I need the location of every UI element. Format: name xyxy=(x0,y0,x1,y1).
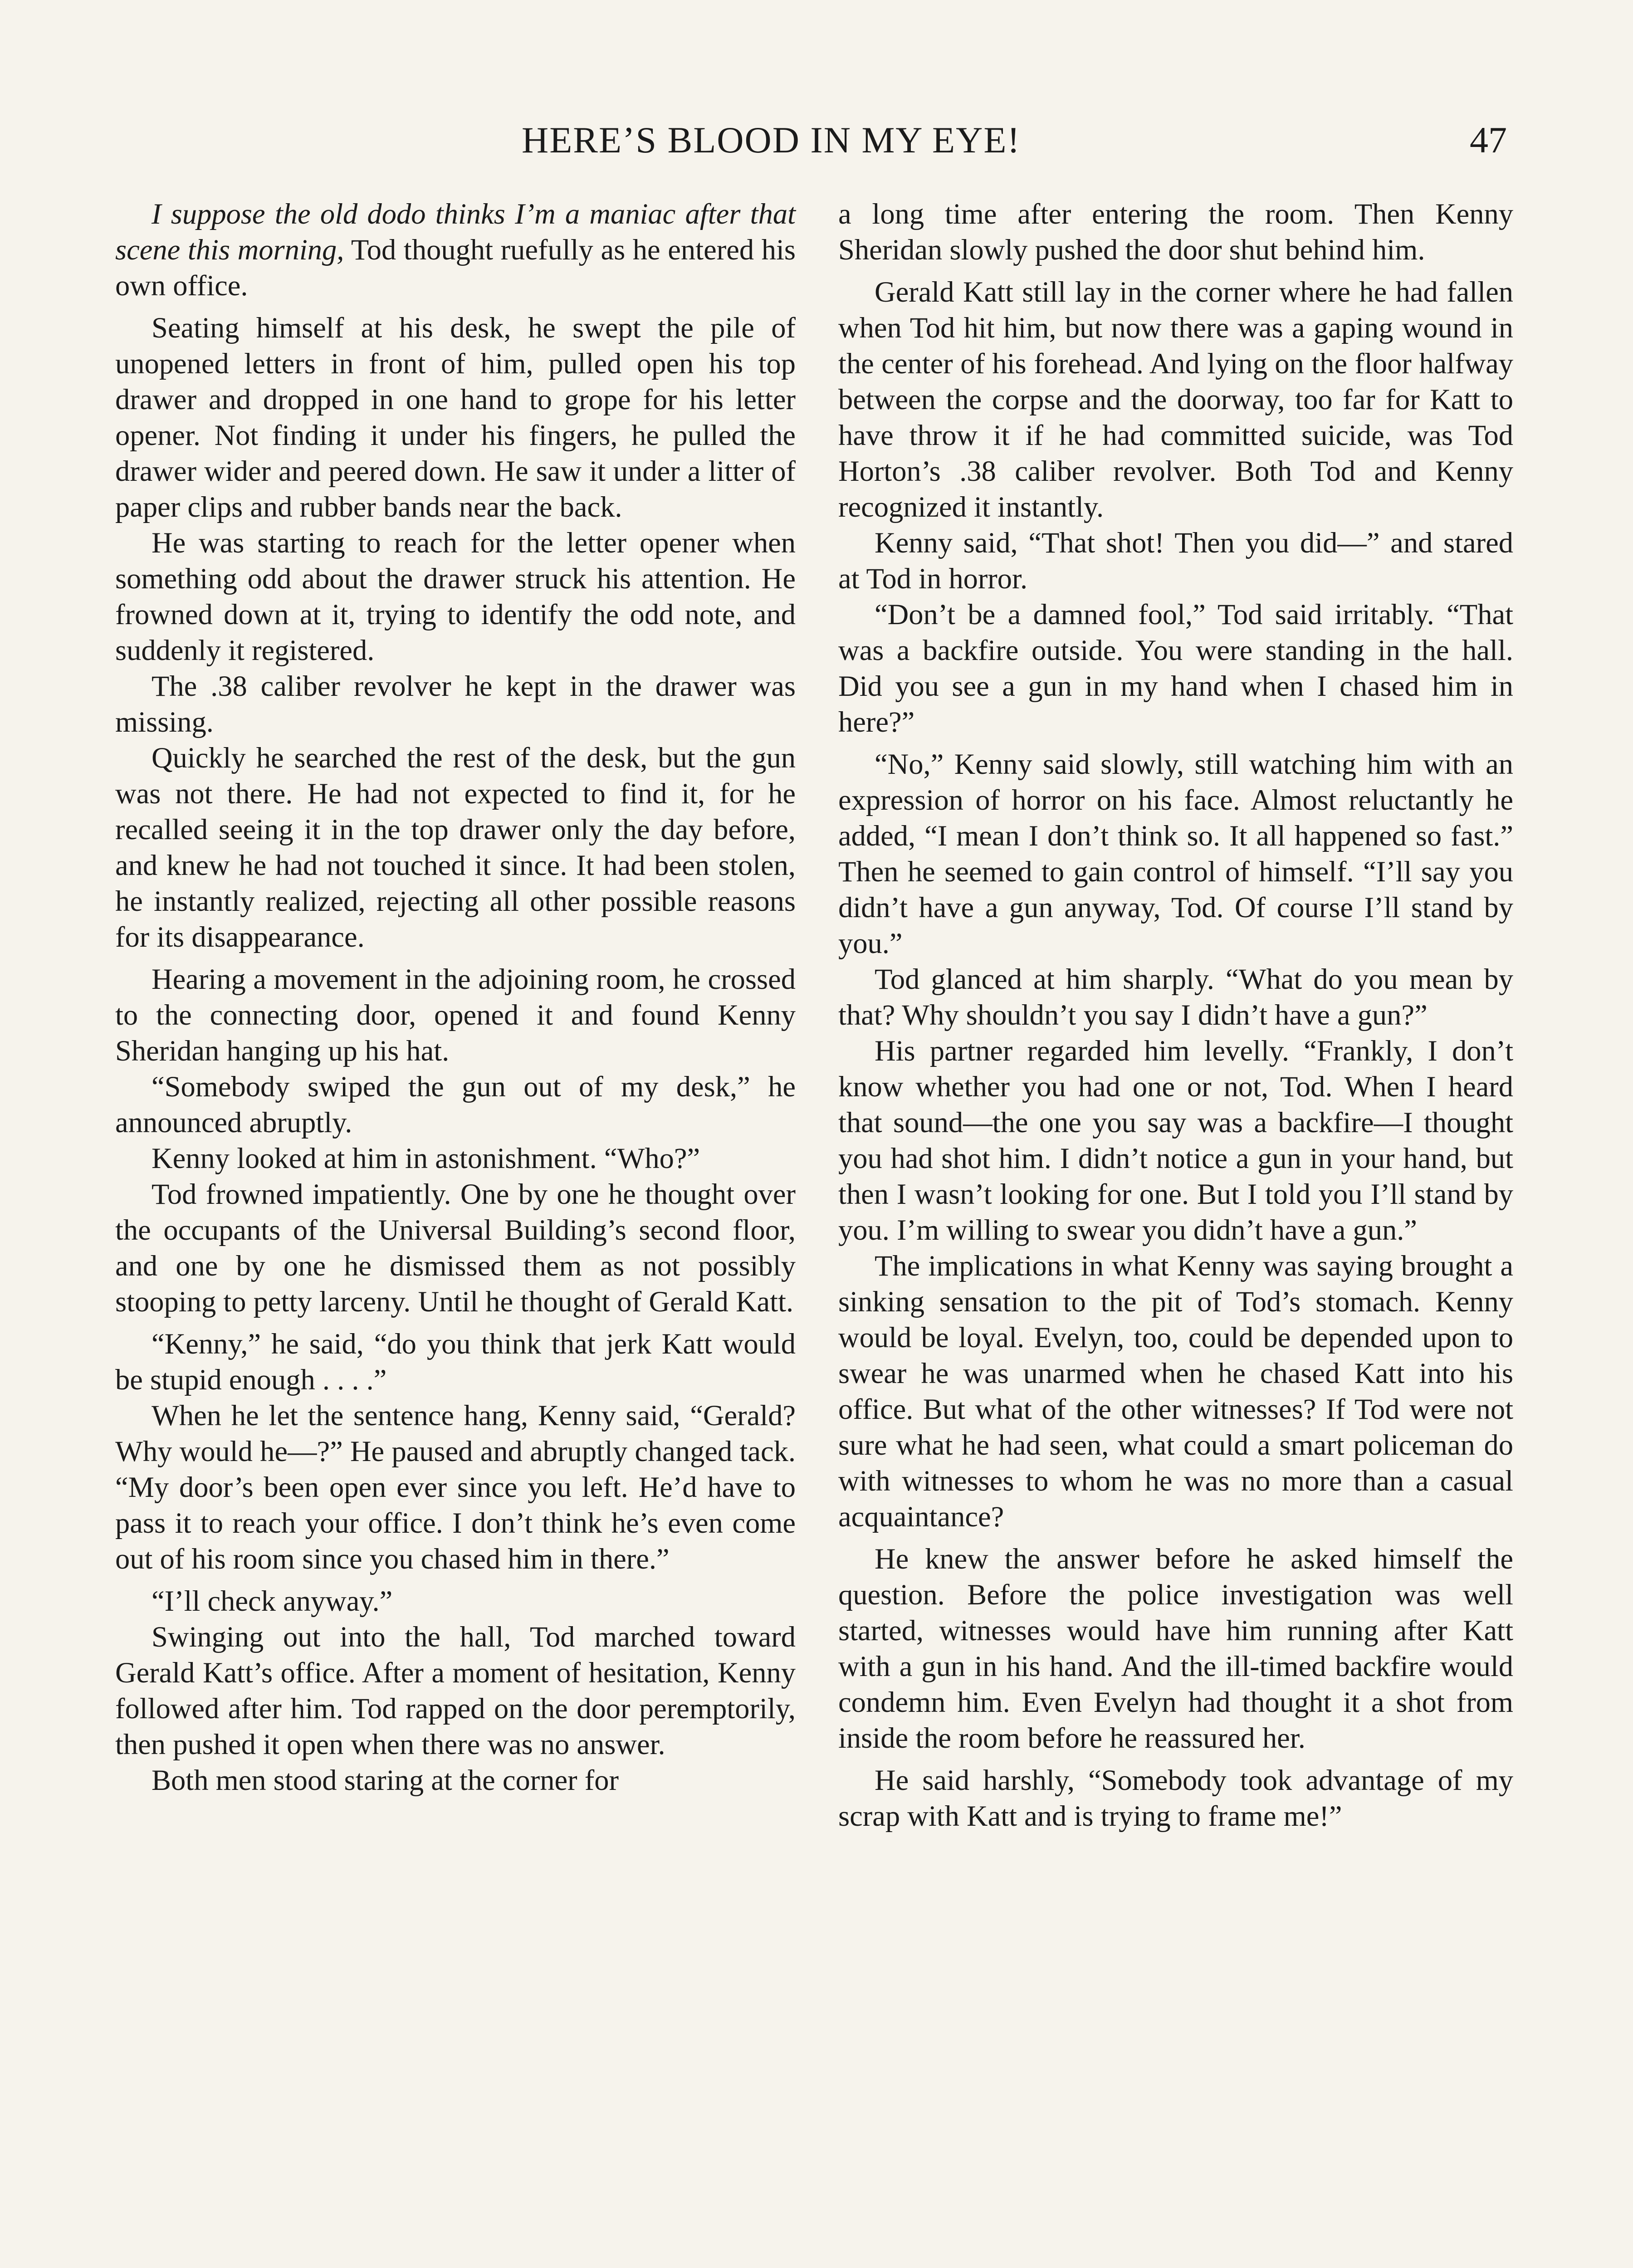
paragraph: He was starting to reach for the letter opener when something odd about the drawer struck his attention. He frowned down at it, trying to identify the odd note, and suddenly it registered. xyxy=(115,527,796,666)
paragraph: “I’ll check anyway.” xyxy=(152,1585,393,1617)
left-text-column xyxy=(115,196,796,1798)
paragraph: Tod glanced at him sharply. “What do you mean by that? Why shouldn’t you say I didn’t have a gun?” xyxy=(838,963,1513,1031)
paragraph: a long time after entering the room. Then Kenny Sheridan slowly pushed the door shut behind him. xyxy=(838,198,1513,266)
paragraph: “Kenny,” he said, “do you think that jerk Katt would be stupid enough . . . .” xyxy=(115,1328,796,1396)
paragraph: The implications in what Kenny was saying brought a sinking sensation to the pit of Tod’s stomach. Kenny would be loyal. Evelyn, too, could be depended upon to swear he was unarmed when he chased Katt into his office. But what of the other witnesses? If Tod were not sure what he had seen, what could a smart policeman do with witnesses to whom he was no more than a casual acquaintance? xyxy=(838,1250,1513,1533)
italic-thought: I suppose the old dodo thinks I’m a maniac after that scene this morning, xyxy=(115,198,796,266)
paragraph: Quickly he searched the rest of the desk, but the gun was not there. He had not expected to find it, for he recalled seeing it in the top drawer only the day before, and knew he had not touched it since. It had been stolen, he instantly realized, rejecting all other possible reasons for its disappearance. xyxy=(115,742,796,953)
paragraph: Kenny looked at him in astonishment. “Who?” xyxy=(152,1142,700,1174)
paragraph: The .38 caliber revolver he kept in the drawer was missing. xyxy=(115,670,796,738)
right-text-column xyxy=(838,196,1513,1834)
running-title: HERE’S BLOOD IN MY EYE! xyxy=(522,119,1021,161)
paragraph: Gerald Katt still lay in the corner where he had fallen when Tod hit him, but now there was a gaping wound in the center of his forehead. And lying on the floor halfway between the corpse and the doorway, too far for Katt to have throw it if he had committed suicide, was Tod Horton’s .38 caliber revolver. Both Tod and Kenny recognized it instantly. xyxy=(838,276,1513,523)
paragraph: Both men stood staring at the corner for xyxy=(152,1764,619,1796)
paragraph: “Don’t be a damned fool,” Tod said irritably. “That was a backfire outside. You were standing in the hall. Did you see a gun in my hand when I chased him in here?” xyxy=(838,598,1513,738)
page-number: 47 xyxy=(1470,119,1507,161)
paragraph: Swinging out into the hall, Tod marched toward Gerald Katt’s office. After a moment of hesitation, Kenny followed after him. Tod rapped on the door peremptorily, then pushed it open when there was no answer. xyxy=(115,1621,796,1760)
paragraph: When he let the sentence hang, Kenny said, “Gerald? Why would he—?” He paused and abruptly changed tack. “My door’s been open ever since you left. He’d have to pass it to reach your office. I don’t think he’s even come out of his room since you chased him in there.” xyxy=(115,1399,796,1575)
paragraph: Seating himself at his desk, he swept the pile of unopened letters in front of him, pulled open his top drawer and dropped in one hand to grope for his letter opener. Not finding it under his fingers, he pulled the drawer wider and peered down. He saw it under a litter of paper clips and rubber bands near the back. xyxy=(115,312,796,523)
paragraph-text: Tod thought ruefully as he entered his own office. xyxy=(115,234,796,302)
paragraph: His partner regarded him levelly. “Frankly, I don’t know whether you had one or not, Tod. When I heard that sound—the one you say was a backfire—I thought you had shot him. I didn’t notice a gun in your hand, but then I wasn’t looking for one. But I told you I’ll stand by you. I’m willing to swear you didn’t have a gun.” xyxy=(838,1035,1513,1246)
page-header xyxy=(0,119,1633,169)
paragraph xyxy=(115,196,796,303)
paragraph: Hearing a movement in the adjoining room, he crossed to the connecting door, opened it and found Kenny Sheridan hanging up his hat. xyxy=(115,963,796,1067)
paragraph: Tod frowned impatiently. One by one he thought over the occupants of the Universal Building’s second floor, and one by one he dismissed them as not possibly stooping to petty larceny. Until he thought of Gerald Katt. xyxy=(115,1178,796,1318)
paragraph: “Somebody swiped the gun out of my desk,” he announced abruptly. xyxy=(115,1070,796,1139)
paragraph: “No,” Kenny said slowly, still watching him with an expression of horror on his face. Almost reluctantly he added, “I mean I don’t think so. It all happened so fast.” Then he seemed to gain control of himself. “I’ll say you didn’t have a gun anyway, Tod. Of course I’ll stand by you.” xyxy=(838,748,1513,959)
paragraph: He said harshly, “Somebody took advantage of my scrap with Katt and is trying to frame me!” xyxy=(838,1764,1513,1832)
paragraph: Kenny said, “That shot! Then you did—” and stared at Tod in horror. xyxy=(838,527,1513,595)
paragraph: He knew the answer before he asked himself the question. Before the police investigation was well started, witnesses would have him running after Katt with a gun in his hand. And the ill-timed backfire would condemn him. Even Evelyn had thought it a shot from inside the room before he reassured her. xyxy=(838,1543,1513,1754)
